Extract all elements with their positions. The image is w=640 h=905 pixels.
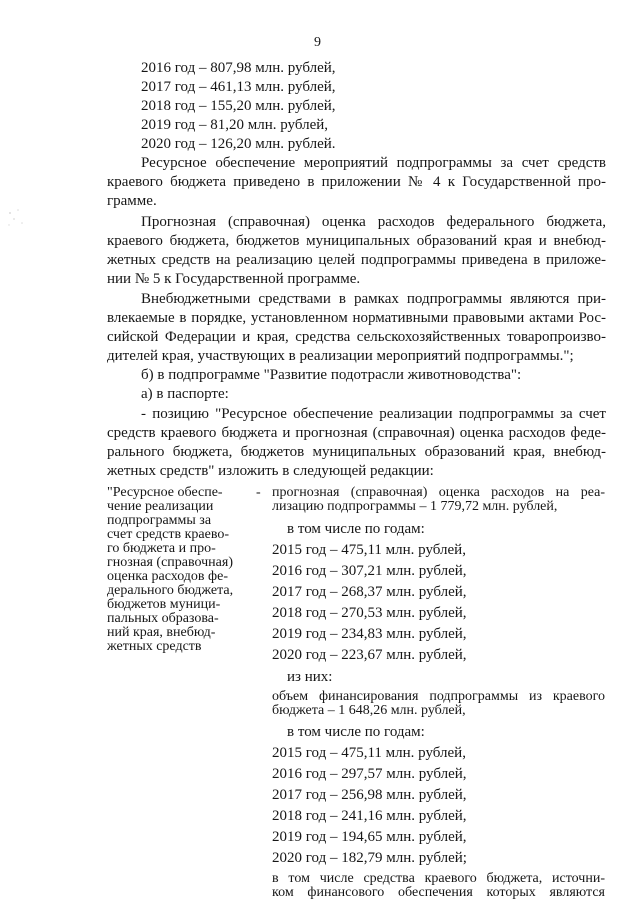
left-cell-line: гнозная (справочная) (107, 555, 233, 570)
year-total-line: 2018 год – 270,53 млн. рублей, (272, 605, 467, 621)
paragraph-line: жетных средств на реализацию целей подпрограммы приведена в приложе- (107, 252, 606, 268)
left-cell-line: пальных образова- (107, 611, 219, 626)
intro-year-line: 2018 год – 155,20 млн. рублей, (141, 98, 336, 114)
right-cell-line: прогнозная (справочная) оценка расходов на реа- (272, 485, 605, 500)
paragraph-line: краевого бюджета, бюджетов муниципальных образований края и внебюд- (107, 233, 606, 249)
year-regional-line: 2019 год – 194,65 млн. рублей, (272, 829, 467, 845)
paragraph-line: грамме. (107, 193, 157, 209)
paragraph-line: б) в подпрограмме "Развитие подотрасли животноводства": (141, 367, 522, 383)
right-cell-line: объем финансирования подпрограммы из краевого (272, 689, 605, 704)
year-total-line: 2016 год – 307,21 млн. рублей, (272, 563, 467, 579)
right-cell-line: лизацию подпрограммы – 1 779,72 млн. рублей, (272, 499, 558, 514)
right-cell-line: бюджета – 1 648,26 млн. рублей, (272, 703, 466, 718)
right-cell-line: в том числе средства краевого бюджета, источни- (272, 871, 605, 886)
year-total-line: 2015 год – 475,11 млн. рублей, (272, 542, 466, 558)
intro-year-line: 2019 год – 81,20 млн. рублей, (141, 117, 329, 133)
left-cell-line: жетных средств (107, 639, 202, 654)
year-regional-line: 2016 год – 297,57 млн. рублей, (272, 766, 467, 782)
intro-year-line: 2017 год – 461,13 млн. рублей, (141, 79, 336, 95)
paragraph-line: Внебюджетными средствами в рамках подпрограммы являются при- (141, 291, 606, 307)
scan-smudge (4, 205, 30, 231)
paragraph-line: влекаемые в порядке, установленном нормативными правовыми актами Рос- (107, 310, 606, 326)
paragraph-line: рального бюджета, бюджетов муниципальных образований края, внебюд- (107, 444, 606, 460)
paragraph-line: жетных средств" изложить в следующей редакции: (107, 463, 434, 479)
left-cell-line: счет средств краево- (107, 527, 230, 542)
paragraph-line: дителей края, участвующих в реализации мероприятий подпрограммы."; (107, 348, 574, 364)
year-regional-line: 2020 год – 182,79 млн. рублей; (272, 850, 467, 866)
intro-year-line: 2016 год – 807,98 млн. рублей, (141, 60, 336, 76)
paragraph-line: Ресурсное обеспечение мероприятий подпрограммы за счет средств (141, 155, 606, 171)
paragraph-line: - позицию "Ресурсное обеспечение реализации подпрограммы за счет (141, 406, 606, 422)
left-cell-line: го бюджета и про- (107, 541, 216, 556)
left-cell-line: бюджетов муници- (107, 597, 221, 612)
year-regional-line: 2017 год – 256,98 млн. рублей, (272, 787, 467, 803)
by-years-label: в том числе по годам: (287, 521, 425, 537)
year-total-line: 2019 год – 234,83 млн. рублей, (272, 626, 467, 642)
year-total-line: 2017 год – 268,37 млн. рублей, (272, 584, 467, 600)
page-number: 9 (314, 35, 321, 50)
left-cell-line: подпрограммы за (107, 513, 212, 528)
right-cell-line: ком финансового обеспечения которых являются (272, 885, 605, 900)
left-cell-line: "Ресурсное обеспе- (107, 485, 223, 500)
paragraph-line: а) в паспорте: (141, 386, 229, 402)
paragraph-line: средств краевого бюджета и прогнозная (справочная) оценка расходов феде- (107, 425, 606, 441)
year-total-line: 2020 год – 223,67 млн. рублей, (272, 647, 467, 663)
left-cell-line: оценка расходов фе- (107, 569, 228, 584)
paragraph-line: сийской Федерации и края, средства сельскохозяйственных товаропроизво- (107, 329, 606, 345)
left-cell-line: ний края, внебюд- (107, 625, 216, 640)
paragraph-line: краевого бюджета приведено в приложении № 4 к Государственной про- (107, 174, 606, 190)
left-cell-line: дерального бюджета, (107, 583, 234, 598)
by-years-label: в том числе по годам: (287, 724, 425, 740)
year-regional-line: 2015 год – 475,11 млн. рублей, (272, 745, 466, 761)
table-dash: - (256, 485, 261, 500)
intro-year-line: 2020 год – 126,20 млн. рублей. (141, 136, 336, 152)
year-regional-line: 2018 год – 241,16 млн. рублей, (272, 808, 467, 824)
paragraph-line: нии № 5 к Государственной программе. (107, 271, 361, 287)
left-cell-line: чение реализации (107, 499, 214, 514)
of-them-label: из них: (287, 669, 333, 685)
paragraph-line: Прогнозная (справочная) оценка расходов федерального бюджета, (141, 214, 606, 230)
